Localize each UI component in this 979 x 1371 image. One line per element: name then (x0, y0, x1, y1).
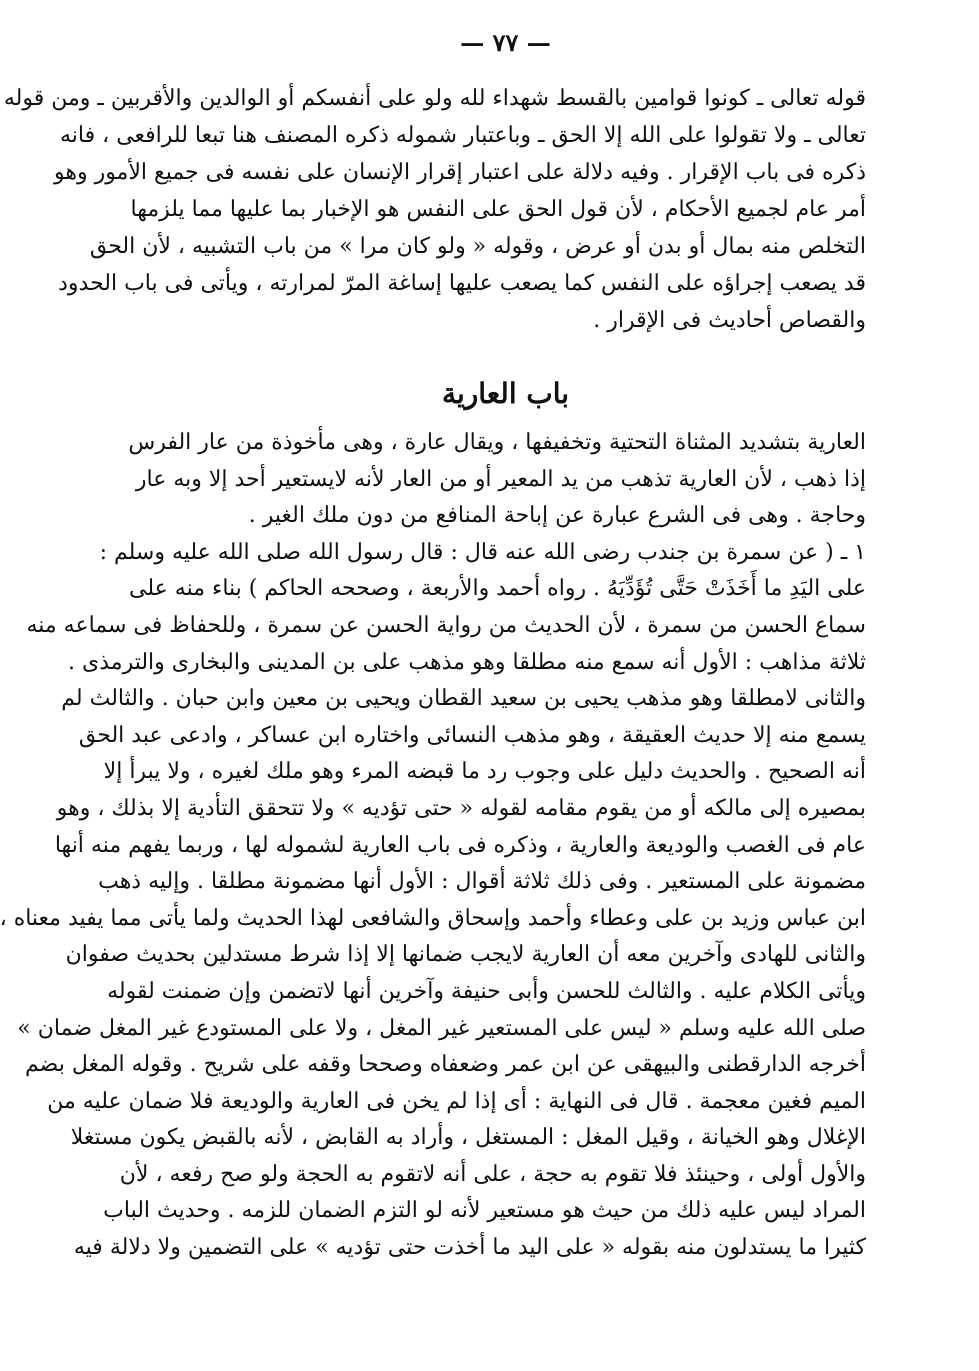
text-line: كثيرا ما يستدلون منه بقوله « على اليد ما أخذت حتى تؤديه » على التضمين ولا دلالة فيه (73, 1235, 866, 1261)
text-line: الإغلال وهو الخيانة ، وقيل المغل : المستغل ، وأراد به القابض ، لأنه بالقبض يكون مستغلا (70, 1125, 866, 1151)
text-line: ابن عباس وزيد بن على وعطاء وأحمد وإسحاق والشافعى لهذا الحديث ولما يأتى مما يفيد معناه ، (0, 905, 866, 931)
text-line: سماع الحسن من سمرة ، لأن الحديث من رواية الحسن عن سمرة ، وللحفاظ فى سماعه منه (26, 612, 866, 638)
text-line: بمصيره إلى مالكه أو من يقوم مقامه لقوله « حتى تؤديه » ولا تتحقق التأدية إلا بذلك ، وهو (56, 795, 866, 821)
text-line: تعالى ـ ولا تقولوا على الله إلا الحق ـ وباعتبار شموله ذكره المصنف هنا تبعا للرافعى ، فانه (59, 123, 866, 148)
text-line: العارية بتشديد المثناة التحتية وتخفيفها ، ويقال عارة ، وهى مأخوذة من عار الفرس (128, 430, 866, 455)
text-line: ثلاثة مذاهب : الأول أنه سمع منه مطلقا وهو مذهب على بن المدينى والبخارى والترمذى . (68, 649, 866, 675)
text-line: عام فى الغصب والوديعة والعارية ، وذكره فى باب العارية لشموله لها ، وربما يفهم منه أنها (54, 832, 866, 858)
intro-paragraph (3, 80, 866, 339)
text-line: ١ ـ ( عن سمرة بن جندب رضى الله عنه قال : قال رسول الله صلى الله عليه وسلم : (99, 539, 866, 565)
text-line: يسمع منه إلا حديث العقيقة ، وهو مذهب النسائى واختاره ابن عساكر ، وادعى عبد الحق (78, 722, 866, 748)
text-line: والثانى للهادى وآخرين معه أن العارية لايجب ضمانها إلا إذا شرط مستدلين بحديث صفوان (65, 942, 866, 968)
text-line: قوله تعالى ـ كونوا قوامين بالقسط شهداء لله ولو على أنفسكم أو الوالدين والأقربين ـ ومن قوله (3, 86, 866, 111)
text-line: والثانى لامطلقا وهو مذهب يحيى بن سعيد القطان ويحيى بن معين وابن حبان . والثالث لم (61, 686, 866, 712)
text-line: إذا ذهب ، لأن العارية تذهب من يد المعير أو من العار لأنه لايستعير أحد إلا وبه عار (135, 466, 866, 492)
text-line: أنه الصحيح . والحديث دليل على وجوب رد ما قبضه المرء وهو ملك لغيره ، ولا يبرأ إلا (103, 759, 866, 785)
text-line: الميم فغين معجمة . قال فى النهاية : أى إذا لم يخن فى العارية والوديعة فلا ضمان عليه من (47, 1088, 866, 1114)
text-line: مضمونة على المستعير . وفى ذلك ثلاثة أقوال : الأول أنها مضمونة مطلقا . وإليه ذهب (98, 869, 866, 895)
text-line: قد يصعب إجراؤه على النفس كما يصعب عليها إساغة المرّ لمرارته ، ويأتى فى باب الحدود (58, 271, 866, 296)
section-title: باب العارية (441, 377, 570, 410)
text-line: المراد ليس عليه ذلك من حيث هو مستعير لأنه لو التزم الضمان للزمه . وحديث الباب (103, 1198, 866, 1224)
text-line: والأول أولى ، وحينئذ فلا تقوم به حجة ، على أنه لاتقوم به الحجة ولو صح رفعه ، لأن (119, 1161, 866, 1187)
text-line: ويأتى الكلام عليه . والثالث للحسن وأبى حنيفة وآخرين أنها لاتضمن وإن ضمنت لقوله (107, 978, 866, 1004)
text-line: ذكره فى باب الإقرار . وفيه دلالة على اعتبار إقرار الإنسان على نفسه فى جميع الأمور وهو (53, 160, 866, 185)
text-line: التخلص منه بمال أو بدن أو عرض ، وقوله « ولو كان مرا » من باب التشبيه ، لأن الحق (89, 234, 866, 259)
text-line: وحاجة . وهى فى الشرع عبارة عن إباحة المنافع من دون ملك الغير . (248, 503, 866, 529)
text-line: أمر عام لجميع الأحكام ، لأن قول الحق على النفس هو الإخبار بما عليها مما يلزمها (130, 197, 866, 222)
text-line: والقصاص أحاديث فى الإقرار . (593, 308, 866, 333)
text-line: صلى الله عليه وسلم « ليس على المستعير غير المغل ، ولا على المستودع غير المغل ضمان » (17, 1015, 866, 1041)
main-text (0, 425, 866, 1267)
text-line: أخرجه الدارقطنى والبيهقى عن ابن عمر وضعفاه وصححا وقفه على شريح . وقوله المغل بضم (25, 1052, 866, 1078)
page-number: — ٧٧ — (460, 28, 551, 57)
text-line: على اليَدِ ما أَخَذَتْ حَتَّى تُؤَدِّيَهُ . رواه أحمد والأربعة ، وصححه الحاكم ) بناء منه على (129, 576, 866, 602)
